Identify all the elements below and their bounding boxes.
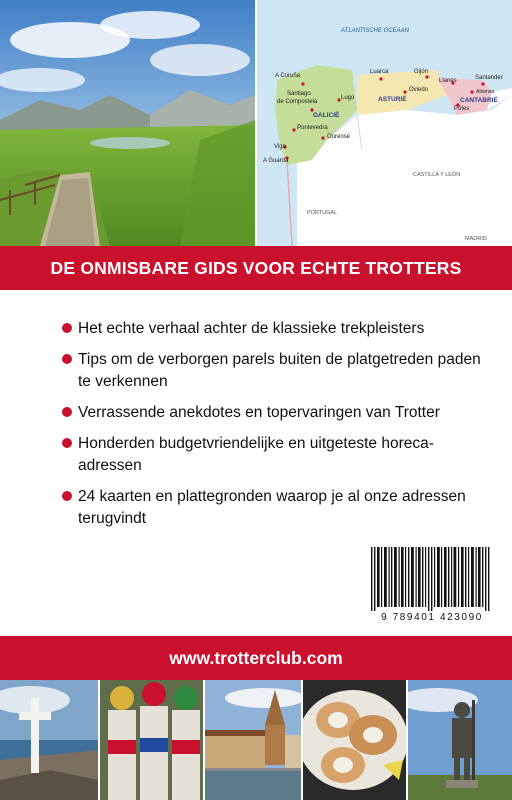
list-item-text: Tips om de verborgen parels buiten de platgetreden paden te verkennen xyxy=(78,351,481,390)
region-map xyxy=(257,0,512,246)
list-item-text: Het echte verhaal achter de klassieke trekpleisters xyxy=(78,320,425,337)
city-label: Altamira xyxy=(476,89,495,95)
city-label: Luarca xyxy=(370,69,389,75)
coast-cross-photo xyxy=(0,680,98,800)
feature-list xyxy=(62,318,482,539)
bullet-icon xyxy=(62,323,72,333)
barcode-bars xyxy=(367,545,497,611)
list-item xyxy=(62,402,482,424)
list-item xyxy=(62,486,482,530)
city-label: Oviedo xyxy=(409,87,429,93)
list-item xyxy=(62,349,482,393)
isbn-barcode xyxy=(367,545,497,627)
list-item xyxy=(62,433,482,477)
city-label: Ourense xyxy=(327,134,351,140)
city-label: Pontevedra xyxy=(297,125,328,131)
harbor-town-photo xyxy=(205,680,301,800)
list-item-text: Verrassende anekdotes en topervaringen van Trotter xyxy=(78,404,440,421)
city-label: de Compostela xyxy=(277,99,318,105)
tagline-text: DE ONMISBARE GIDS VOOR ECHTE TROTTERS xyxy=(50,257,462,278)
city-label: Potes xyxy=(454,106,470,112)
list-item-text: Honderden budgetvriendelijke en uitgeteste horeca-adressen xyxy=(78,435,434,474)
region-label-cantabria: CANTABRIË xyxy=(460,97,498,104)
landscape-photo xyxy=(0,0,255,246)
country-label-portugal: PORTUGAL xyxy=(307,210,338,216)
city-label: Vigo xyxy=(274,144,286,150)
tagline-banner xyxy=(0,246,512,290)
top-images xyxy=(0,0,512,246)
city-label: A Guarda xyxy=(263,158,289,164)
city-label: Gijón xyxy=(414,69,429,75)
bullet-icon xyxy=(62,407,72,417)
photo-strip xyxy=(0,680,512,800)
city-label: Lugo xyxy=(341,95,355,101)
list-item xyxy=(62,318,482,340)
ocean-label: ATLANTISCHE OCEAAN xyxy=(341,28,409,34)
bullet-icon xyxy=(62,438,72,448)
city-label: Santander xyxy=(475,75,503,81)
city-label-madrid: MADRID xyxy=(465,236,487,242)
festival-dancers-photo xyxy=(100,680,204,800)
region-label-asturias: ASTURIË xyxy=(378,96,407,103)
city-label: A Coruña xyxy=(275,73,301,79)
website-link[interactable]: www.trotterclub.com xyxy=(169,647,343,668)
url-banner xyxy=(0,636,512,680)
list-item-text: 24 kaarten en plattegronden waarop je al onze adressen terugvindt xyxy=(78,488,466,527)
region-label-castilla: CASTILLA Y LEÓN xyxy=(413,172,461,178)
city-label: Santiago xyxy=(287,91,311,97)
city-label: Llanes xyxy=(439,78,457,84)
bullet-icon xyxy=(62,354,72,364)
region-label-galicia: GALICIË xyxy=(313,112,340,119)
isbn-number: 9 789401 423090 xyxy=(381,612,483,623)
statue-photo xyxy=(408,680,512,800)
scallops-food-photo xyxy=(303,680,407,800)
bullet-icon xyxy=(62,491,72,501)
